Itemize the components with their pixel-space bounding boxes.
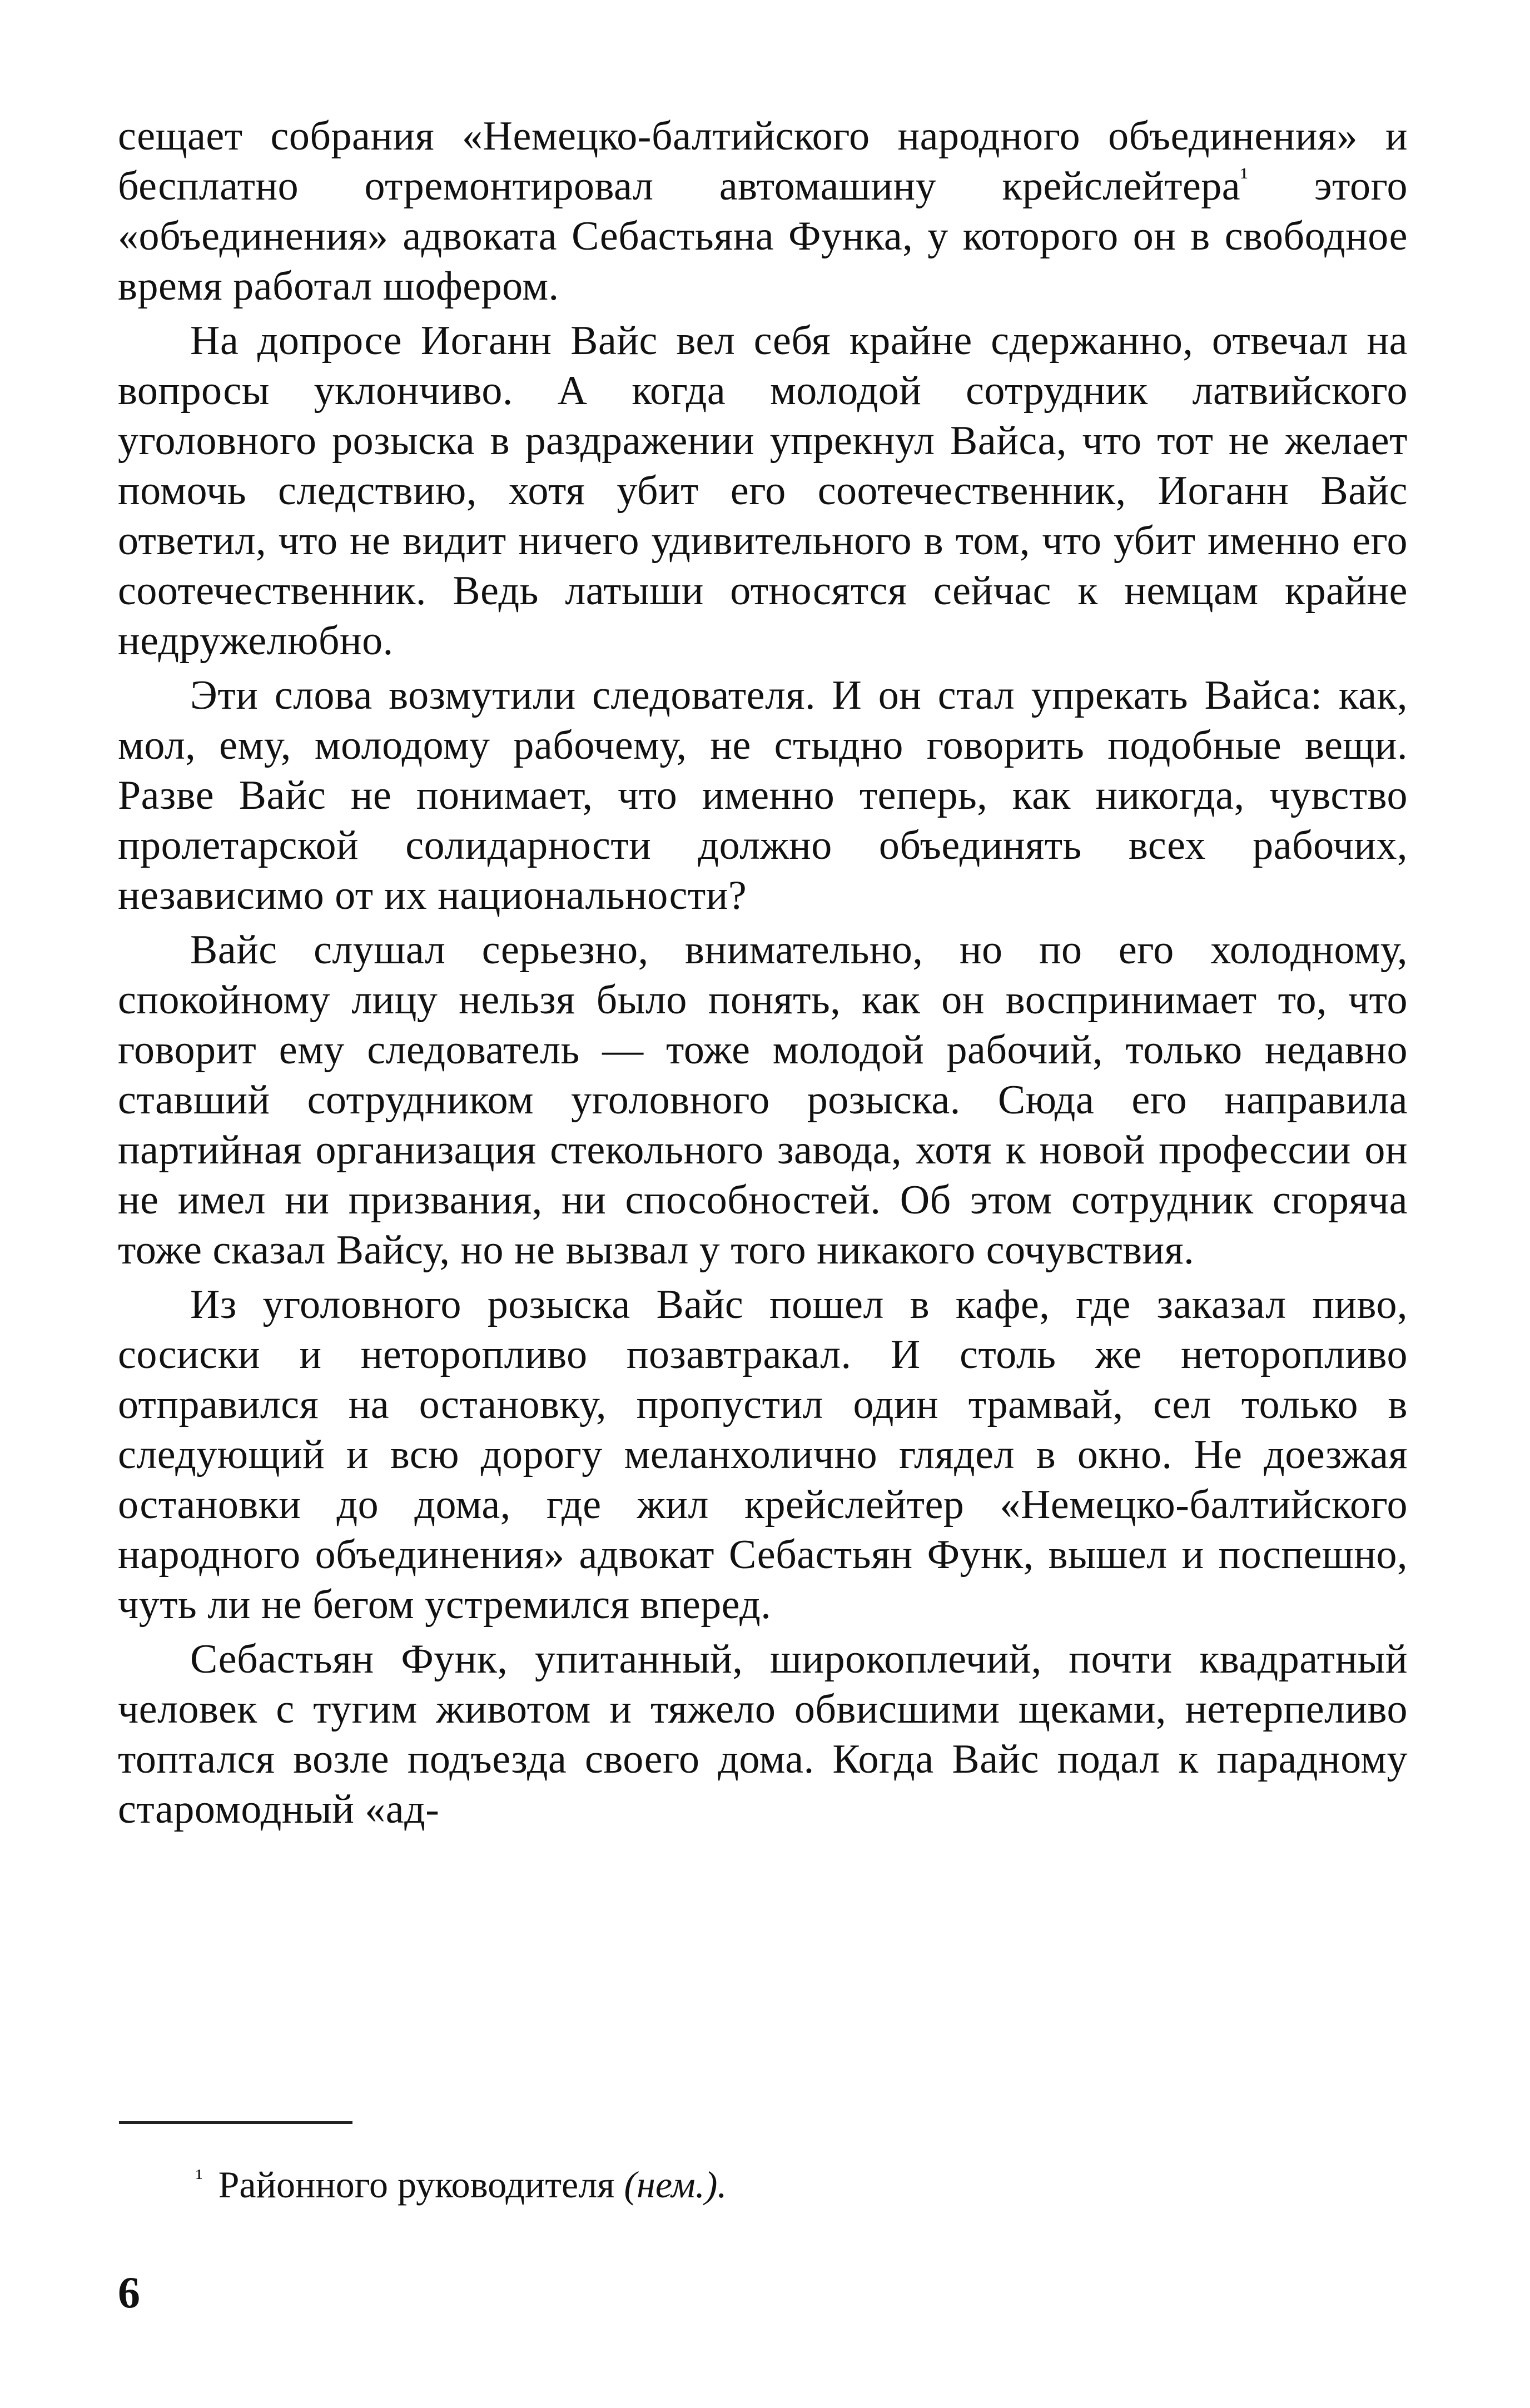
paragraph: На допросе Иоганн Вайс вел себя крайне сдержанно, отвечал на вопросы уклончиво. А когда молодой сотрудник латвийского уголовного розыска в раздражении упрекнул Вайса, что тот не желает помочь следствию, хотя убит его соотечественник, Иоганн Вайс ответил, что не видит ничего удивительного в том, что убит именно его соотечественник. Ведь латыши относятся сейчас к немцам крайне недружелюбно. [118, 318, 1408, 664]
paragraph-continued [118, 111, 1408, 311]
footnote-language-note: (нем.). [624, 2163, 727, 2206]
paragraph-text-part-1: сещает собрания «Немецко-балтийского народного объединения» и бесплатно отремонтировал автомашину крейслейтера [118, 113, 1408, 209]
footnote-reference: ¹ [1240, 162, 1249, 191]
body-text [118, 111, 1408, 1834]
page-number: 6 [118, 2268, 140, 2317]
paragraph: Эти слова возмутили следователя. И он стал упрекать Вайса: как, мол, ему, молодому рабочему, не стыдно говорить подобные вещи. Разве Вайс не понимает, что именно теперь, как никогда, чувство пролетарской солидарности должно объединять всех рабочих, независимо от их национальности? [118, 673, 1408, 918]
footnote-marker: ¹ [196, 2165, 203, 2191]
footnote [196, 2161, 1363, 2208]
footnote-divider [119, 2121, 352, 2124]
paragraph: Себастьян Функ, упитанный, широкоплечий, почти квадратный человек с тугим животом и тяжело обвисшими щеками, нетерпеливо топтался возле подъезда своего дома. Когда Вайс подал к парадному старомодный «ад- [118, 1636, 1408, 1832]
paragraph: Из уголовного розыска Вайс пошел в кафе, где заказал пиво, сосиски и неторопливо позавтракал. И столь же неторопливо отправился на остановку, пропустил один трамвай, сел только в следующий и всю дорогу меланхолично глядел в окно. Не доезжая остановки до дома, где жил крейслейтер «Немецко-балтийского народного объединения» адвокат Себастьян Функ, вышел и поспешно, чуть ли не бегом устремился вперед. [118, 1282, 1408, 1628]
footnote-text: Районного руководителя [218, 2163, 615, 2206]
paragraph-text-part-2: этого «объединения» адвоката Себастьяна Функа, у которого он в свободное время работал шофером. [118, 163, 1408, 309]
paragraph: Вайс слушал серьезно, внимательно, но по его холодному, спокойному лицу нельзя было понять, как он воспринимает то, что говорит ему следователь — тоже молодой рабочий, только недавно ставший сотрудником уголовного розыска. Сюда его направила партийная организация стекольного завода, хотя к новой профессии он не имел ни призвания, ни способностей. Об этом сотрудник сгоряча тоже сказал Вайсу, но не вызвал у того никакого сочувствия. [118, 927, 1408, 1273]
